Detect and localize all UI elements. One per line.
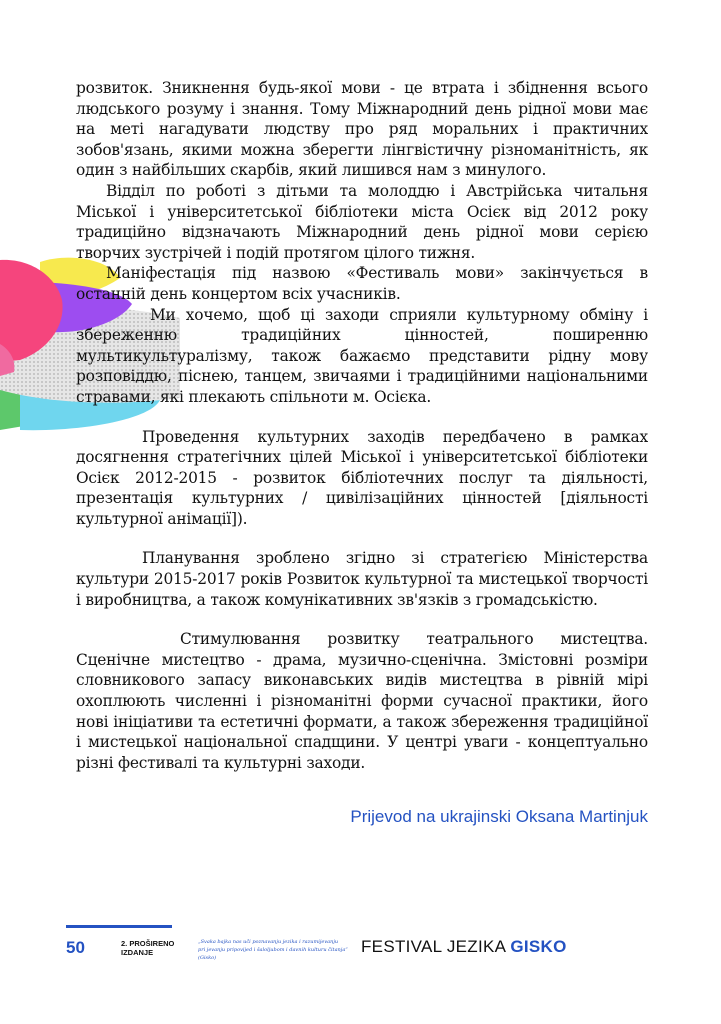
paragraph-1: розвиток. Зникнення будь-якої мови - це втрата і збіднення всього людського розуму і знання. Тому Міжнародний день рідної мови має на меті нагадувати людству про ряд моральних і практичних зобов'язань, якими можна зберегти лінгвістичну різноманітність, як один з найбільших скарбів, який лишився нам з минулого. xyxy=(76,79,648,180)
paragraph-6: Планування зроблено згідно зі стратегією Міністерства культури 2015-2017 років Розвиток культурної та мистецької творчості і виробництва, а також комунікативних зв'язків з громадськістю. xyxy=(76,549,648,609)
festival-title-text: FESTIVAL JEZIKA xyxy=(361,937,506,956)
paragraph-5: Проведення культурних заходів передбачено в рамках досягнення стратегічних цілей Міської і університетської бібліотеки Осієк 2012-2015 - розвиток бібліотечних послуг та діяльності, презентація культурних / цивілізаційних цінностей [діяльності культурної анімації]). xyxy=(76,427,648,528)
tagline-line-2: pri jevanju pripovijed i šaloljubom i davnih kulturu čitanja“ (Gisko) xyxy=(198,947,348,961)
edition-label xyxy=(121,939,191,957)
article-body xyxy=(76,78,648,773)
edition-line-1: 2. PROŠIRENO xyxy=(121,939,175,948)
translator-credit: Prijevod na ukrajinski Oksana Martinjuk xyxy=(350,807,648,826)
festival-title xyxy=(361,937,567,957)
paragraph-4: Ми хочемо, щоб ці заходи сприяли культурному обміну і збереженню традиційних цінностей, поширенню мультикультуралізму, також бажаємо представити рідну мову розповіддю, піснею, танцем, звичаями і традиційними національними стравами, які плекають спільноти м. Осієка. xyxy=(76,305,648,406)
footer-divider xyxy=(66,925,172,928)
paragraph-3: Маніфестація під назвою «Фестиваль мови» закінчується в останній день концертом всіх учасників. xyxy=(76,264,648,303)
paragraph-7: Стимулювання розвитку театрального мистецтва. Сценічне мистецтво - драма, музично-сценічна. Змістовні розміри словникового запасу виконавських видів мистецтва в рівній мірі охоплюють численні і різноманітні форми сучасної практики, його нові ініціативи та естетичні формати, а також збереження традиційної і мистецької національної спадщини. У центрі уваги - концептуально різні фестивалі та культурні заходи. xyxy=(76,630,648,772)
festival-title-accent: GISKO xyxy=(510,937,567,956)
page-number: 50 xyxy=(66,938,85,957)
footer-tagline xyxy=(198,938,358,962)
edition-line-2: IZDANJE xyxy=(121,948,154,957)
paragraph-2: Відділ по роботі з дітьми та молоддю і Австрійська читальня Міської і університетської бібліотеки міста Осієк від 2012 року традиційно відзначають Міжнародний день рідної мови серією творчих зустрічей і подій протягом цілого тижня. xyxy=(76,181,648,262)
tagline-line-1: „Svaka bajka nas uči poznavanju jezika i razumijevanju xyxy=(198,939,339,945)
